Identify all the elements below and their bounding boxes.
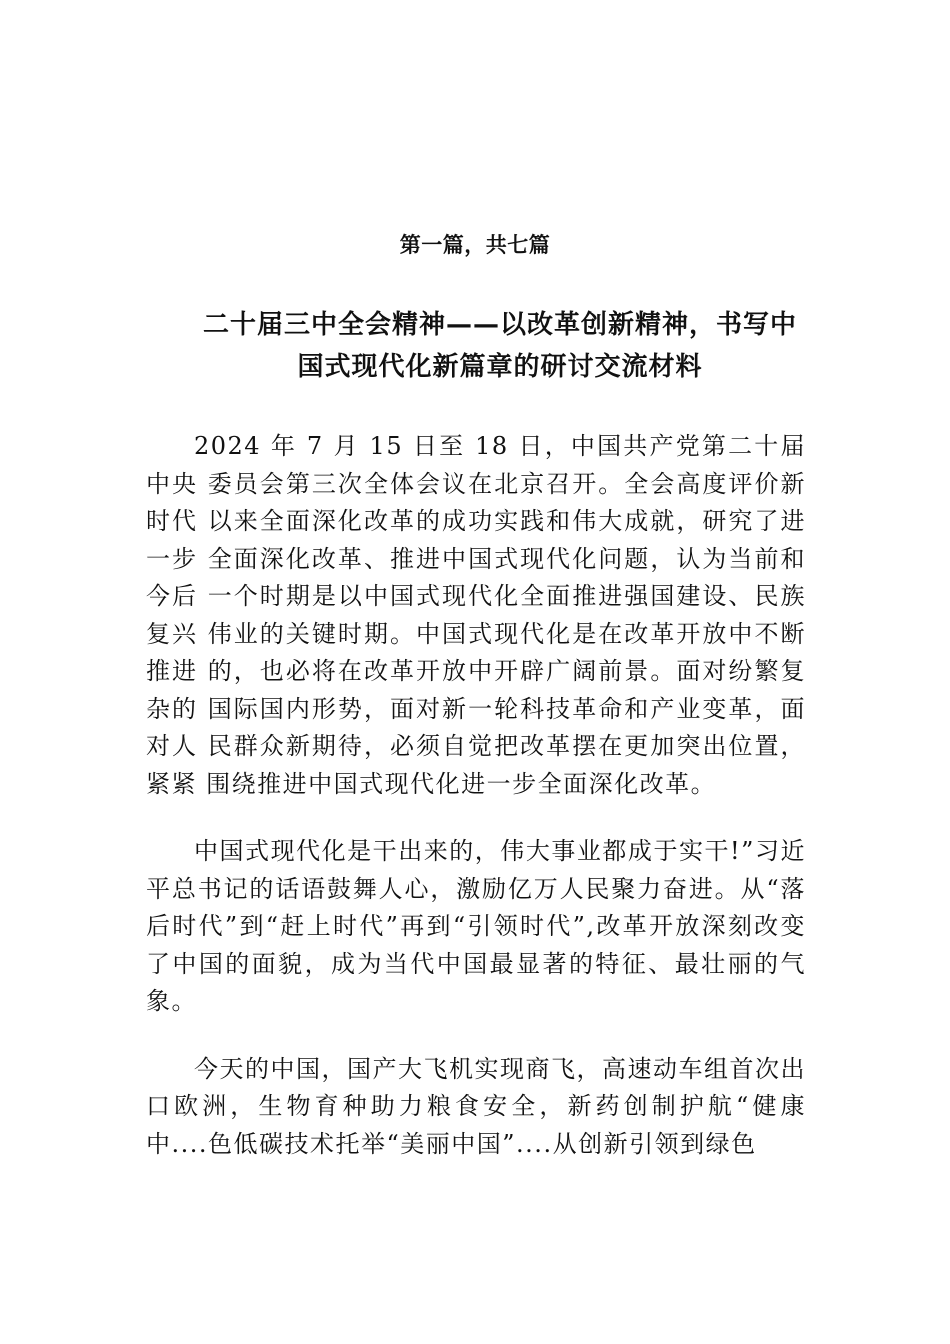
part-label: 第一篇，共七篇 <box>399 233 551 257</box>
paragraph: 2024 年 7 月 15 日至 18 日，中国共产党第二十届中央 委员会第三次全体会议在北京召开。全会高度评价新时代 以来全面深化改革的成功实践和伟大成就，研究了进一步 全面深化改革、推进中国式现代化问题，认为当前和今后 一个时期是以中国式现代化全面推进强国建设、民族复兴 伟业的关键时期。中国式现代化是在改革开放中不断推进 的，也必将在改革开放中开辟广阔前景。面对纷繁复杂的 国际国内形势，面对新一轮科技革命和产业变革，面对人 民群众新期待，必须自觉把改革摆在更加突出位置，紧紧 围绕推进中国式现代化进一步全面深化改革。 <box>146 432 806 798</box>
document-body <box>146 428 806 1163</box>
paragraph: 今天的中国，国产大飞机实现商飞，高速动车组首次出口欧洲，生物育种助力粮食安全，新药创制护航“健康中....色低碳技术托举“美丽中国”....从创新引领到绿色 <box>146 1054 806 1158</box>
document-title: 二十届三中全会精神——以改革创新精神，书写中国式现代化新篇章的研讨交流材料 <box>202 310 797 382</box>
paragraph: 中国式现代化是干出来的，伟大事业都成于实干!”习近 平总书记的话语鼓舞人心，激励亿万人民聚力奋进。从“落 后时代”到“赶上时代”再到“引领时代”,改革开放深刻改变 了中国的面貌，成为当代中国最显著的特征、最壮丽的气 象。 <box>146 837 806 1015</box>
